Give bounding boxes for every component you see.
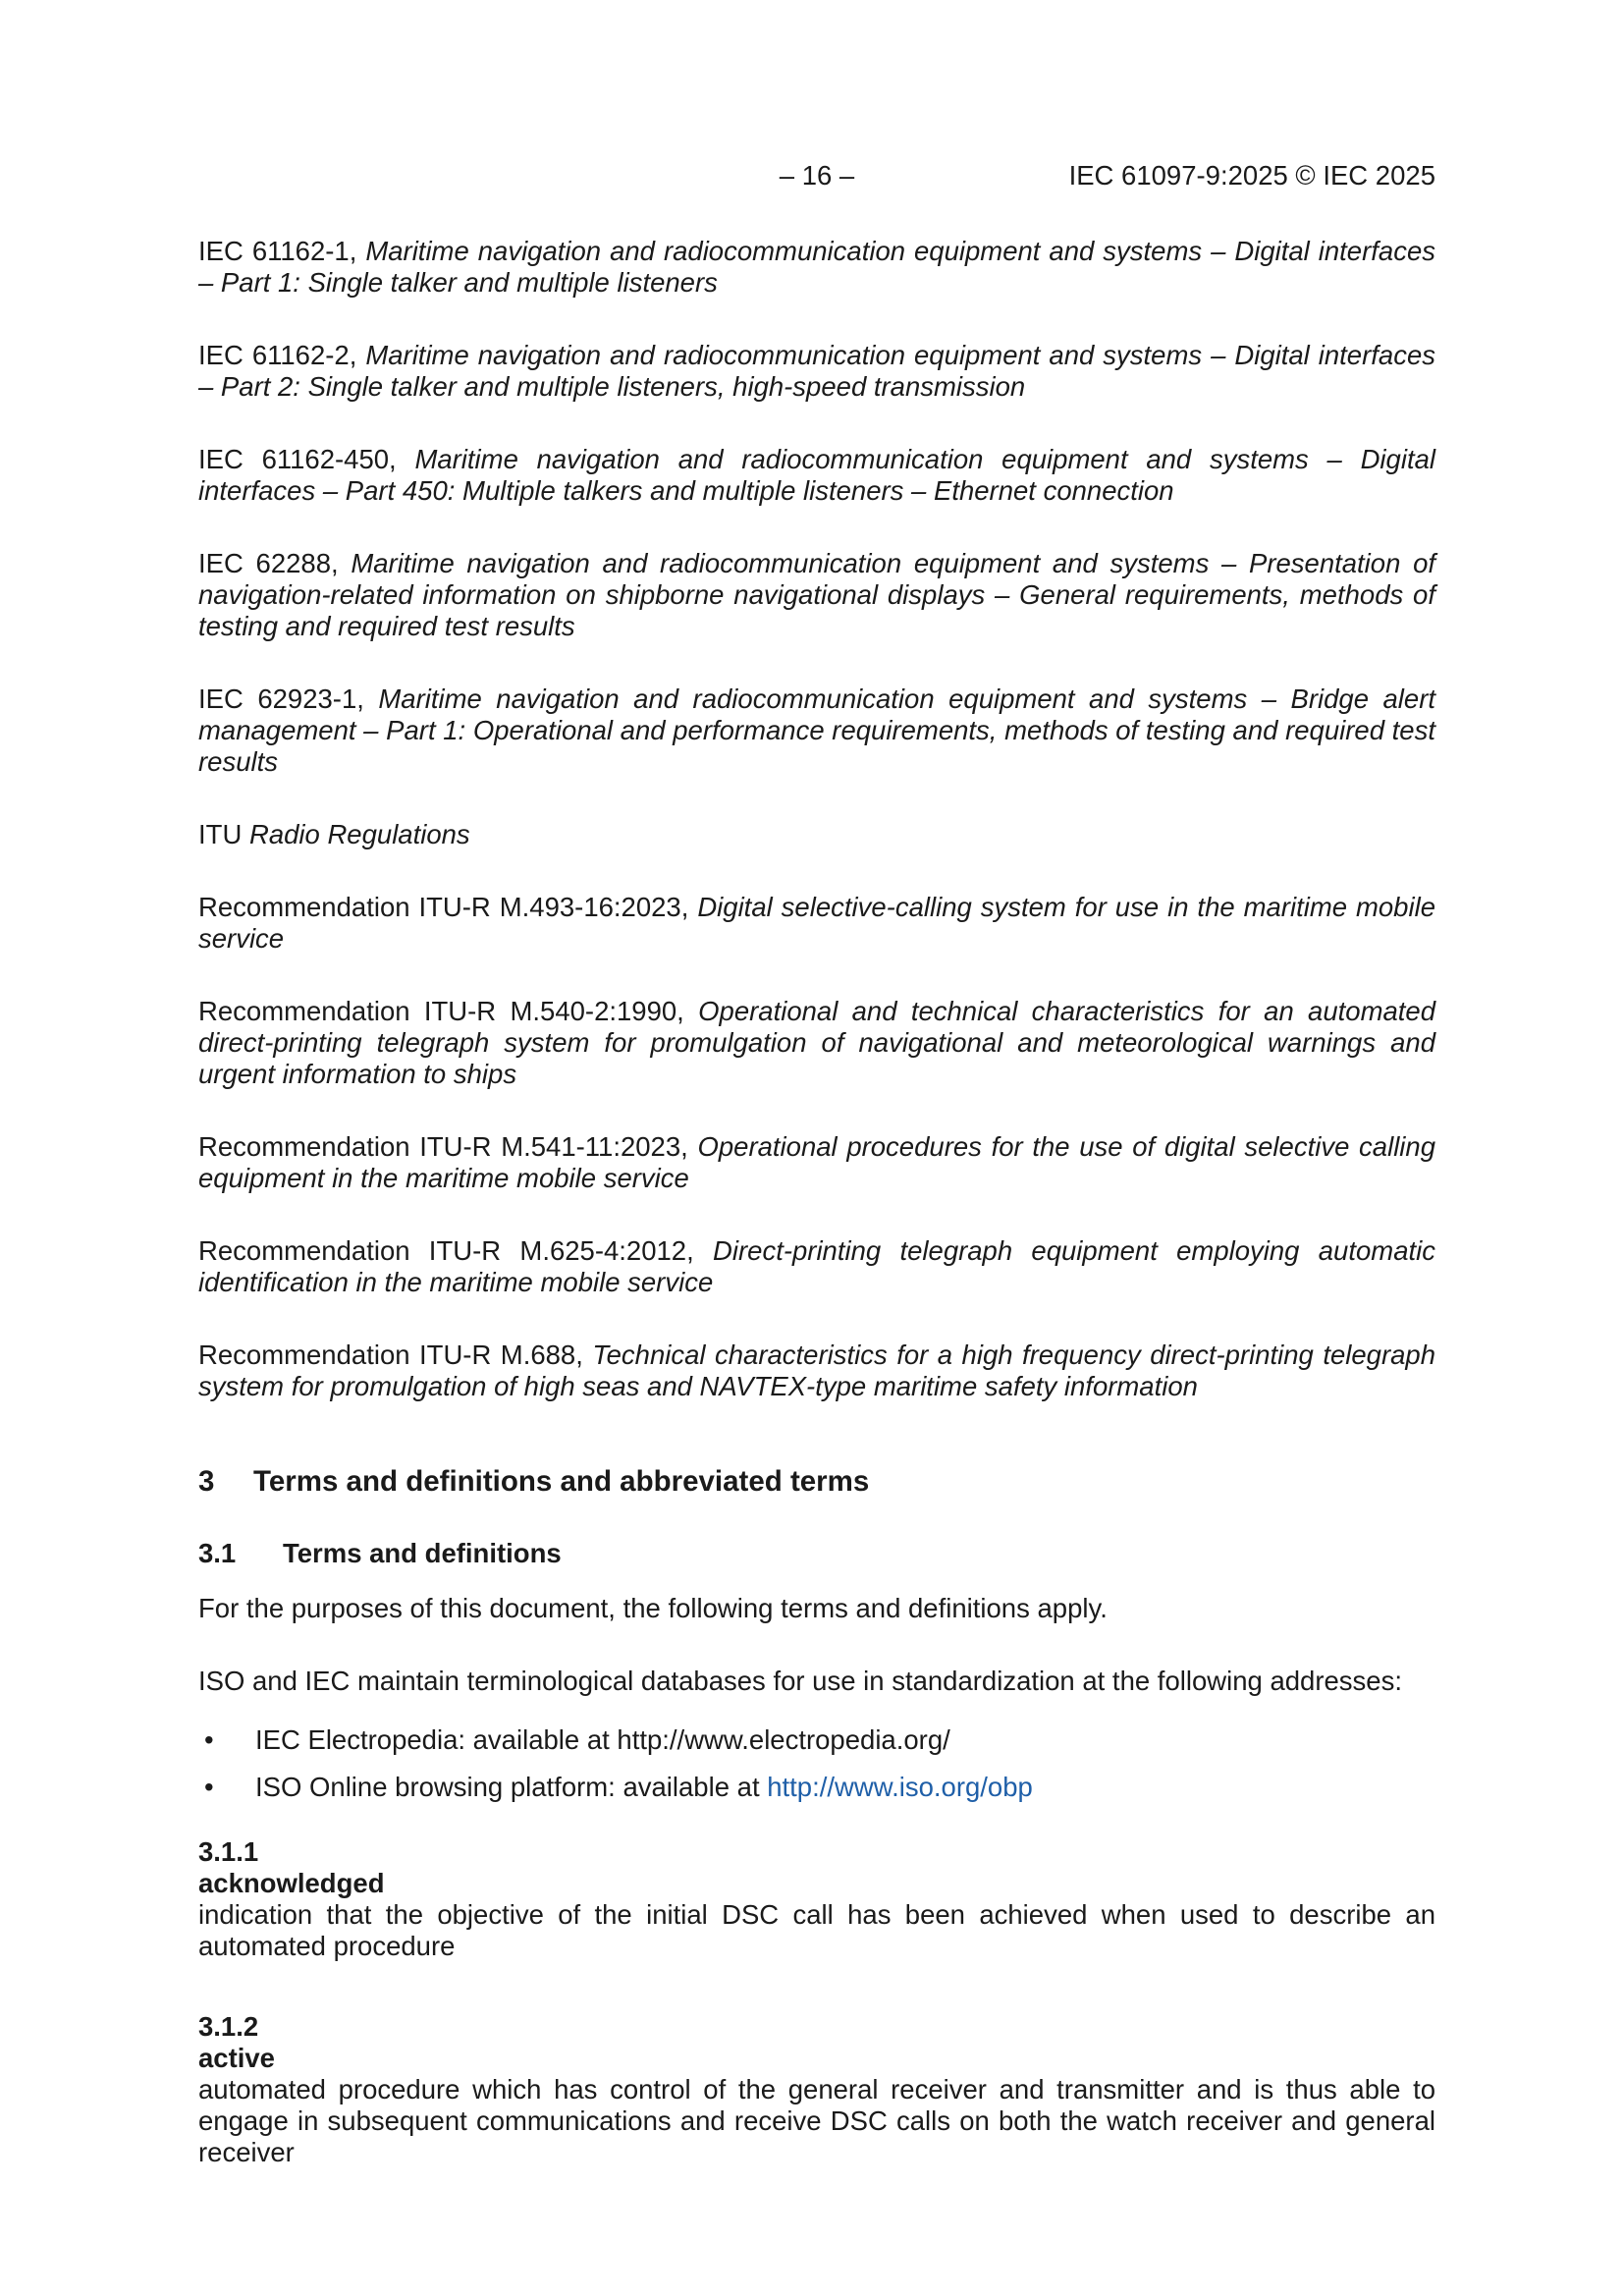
subclause-number: 3.1 [198,1538,237,1568]
clause-3-heading [198,1465,1435,1499]
reference-prefix: Recommendation ITU-R M.625-4:2012, [198,1235,714,1266]
reference-prefix: IEC 62288, [198,548,352,578]
reference-entry [198,819,1435,850]
reference-entry [198,444,1435,507]
clause-number: 3 [198,1465,215,1498]
term-definition: automated procedure which has control of the general receiver and transmitter and is thus able to engage in subsequent communications and receive DSC calls on both the watch receiver and general receiver [198,2074,1435,2167]
reference-title: Technical characteristics for a high frequency direct-printing telegraph system for promulgation of high seas and NAVTEX-type maritime safety information [198,1339,1435,1401]
reference-entry [198,340,1435,403]
term-number: 3.1.1 [198,1836,259,1867]
term-definition: indication that the objective of the initial DSC call has been achieved when used to describe an automated procedure [198,1899,1435,1961]
reference-title: Maritime navigation and radiocommunication equipment and systems – Presentation of navigation-related information on shipborne navigational displays – General requirements, methods of testing and required test results [198,548,1435,641]
reference-title: Maritime navigation and radiocommunication equipment and systems – Digital interfaces – Part 450: Multiple talkers and multiple listeners – Ethernet connection [198,444,1435,506]
reference-title: Maritime navigation and radiocommunication equipment and systems – Bridge alert management – Part 1: Operational and performance requirements, methods of testing and required test results [198,683,1435,777]
list-item-text: IEC Electropedia: available at http://www.electropedia.org/ [255,1724,950,1755]
term-name: active [198,2043,275,2073]
reference-entry [198,1131,1435,1194]
database-list [198,1724,1435,1803]
reference-title: Maritime navigation and radiocommunication equipment and systems – Digital interfaces – Part 2: Single talker and multiple listeners, high-speed transmission [198,340,1435,402]
bullet-icon: • [204,1772,214,1802]
reference-title: Operational procedures for the use of digital selective calling equipment in the maritime mobile service [198,1131,1436,1193]
reference-title: Direct-printing telegraph equipment employing automatic identification in the maritime mobile service [198,1235,1435,1297]
term-name: acknowledged [198,1868,385,1898]
clause-3-1-heading [198,1538,1435,1569]
subclause-title: Terms and definitions [283,1538,562,1568]
clause-title: Terms and definitions and abbreviated terms [253,1465,870,1498]
list-item [198,1724,1435,1756]
term-number: 3.1.2 [198,2011,259,2042]
document-id: IEC 61097-9:2025 © IEC 2025 [1068,160,1435,191]
reference-entry [198,892,1435,955]
reference-entry [198,683,1435,778]
page-number: – 16 – [779,160,855,191]
intro-paragraph: For the purposes of this document, the following terms and definitions apply. [198,1593,1108,1623]
list-item-text: ISO Online browsing platform: available at [255,1772,768,1802]
databases-paragraph: ISO and IEC maintain terminological databases for use in standardization at the following addresses: [198,1666,1402,1696]
term-entry [198,2011,1435,2168]
bullet-icon: • [204,1724,214,1755]
page-header [198,160,1435,195]
reference-prefix: Recommendation ITU-R M.541-11:2023, [198,1131,698,1162]
reference-prefix: IEC 61162-2, [198,340,366,370]
reference-title: Digital selective-calling system for use in the maritime mobile service [198,892,1435,954]
term-entry [198,1836,1435,1962]
reference-entry [198,236,1435,299]
reference-entry [198,1339,1435,1402]
reference-prefix: IEC 62923-1, [198,683,379,714]
document-page [198,0,1435,2296]
reference-prefix: IEC 61162-450, [198,444,415,474]
reference-title: Operational and technical characteristics for an automated direct-printing telegraph system for promulgation of navigational and meteorological warnings and urgent information to ships [198,996,1436,1089]
list-item [198,1772,1435,1803]
reference-prefix: ITU [198,819,249,849]
reference-entry [198,1235,1435,1298]
reference-prefix: Recommendation ITU-R M.493-16:2023, [198,892,698,922]
reference-title: Maritime navigation and radiocommunication equipment and systems – Digital interfaces – Part 1: Single talker and multiple listeners [198,236,1435,298]
reference-prefix: IEC 61162-1, [198,236,366,266]
reference-entry [198,996,1435,1090]
page-content [198,236,1435,2168]
reference-prefix: Recommendation ITU-R M.540-2:1990, [198,996,699,1026]
reference-prefix: Recommendation ITU-R M.688, [198,1339,593,1370]
reference-title: Radio Regulations [248,819,470,849]
reference-entry [198,548,1435,642]
iso-obp-link[interactable]: http://www.iso.org/obp [767,1772,1033,1802]
